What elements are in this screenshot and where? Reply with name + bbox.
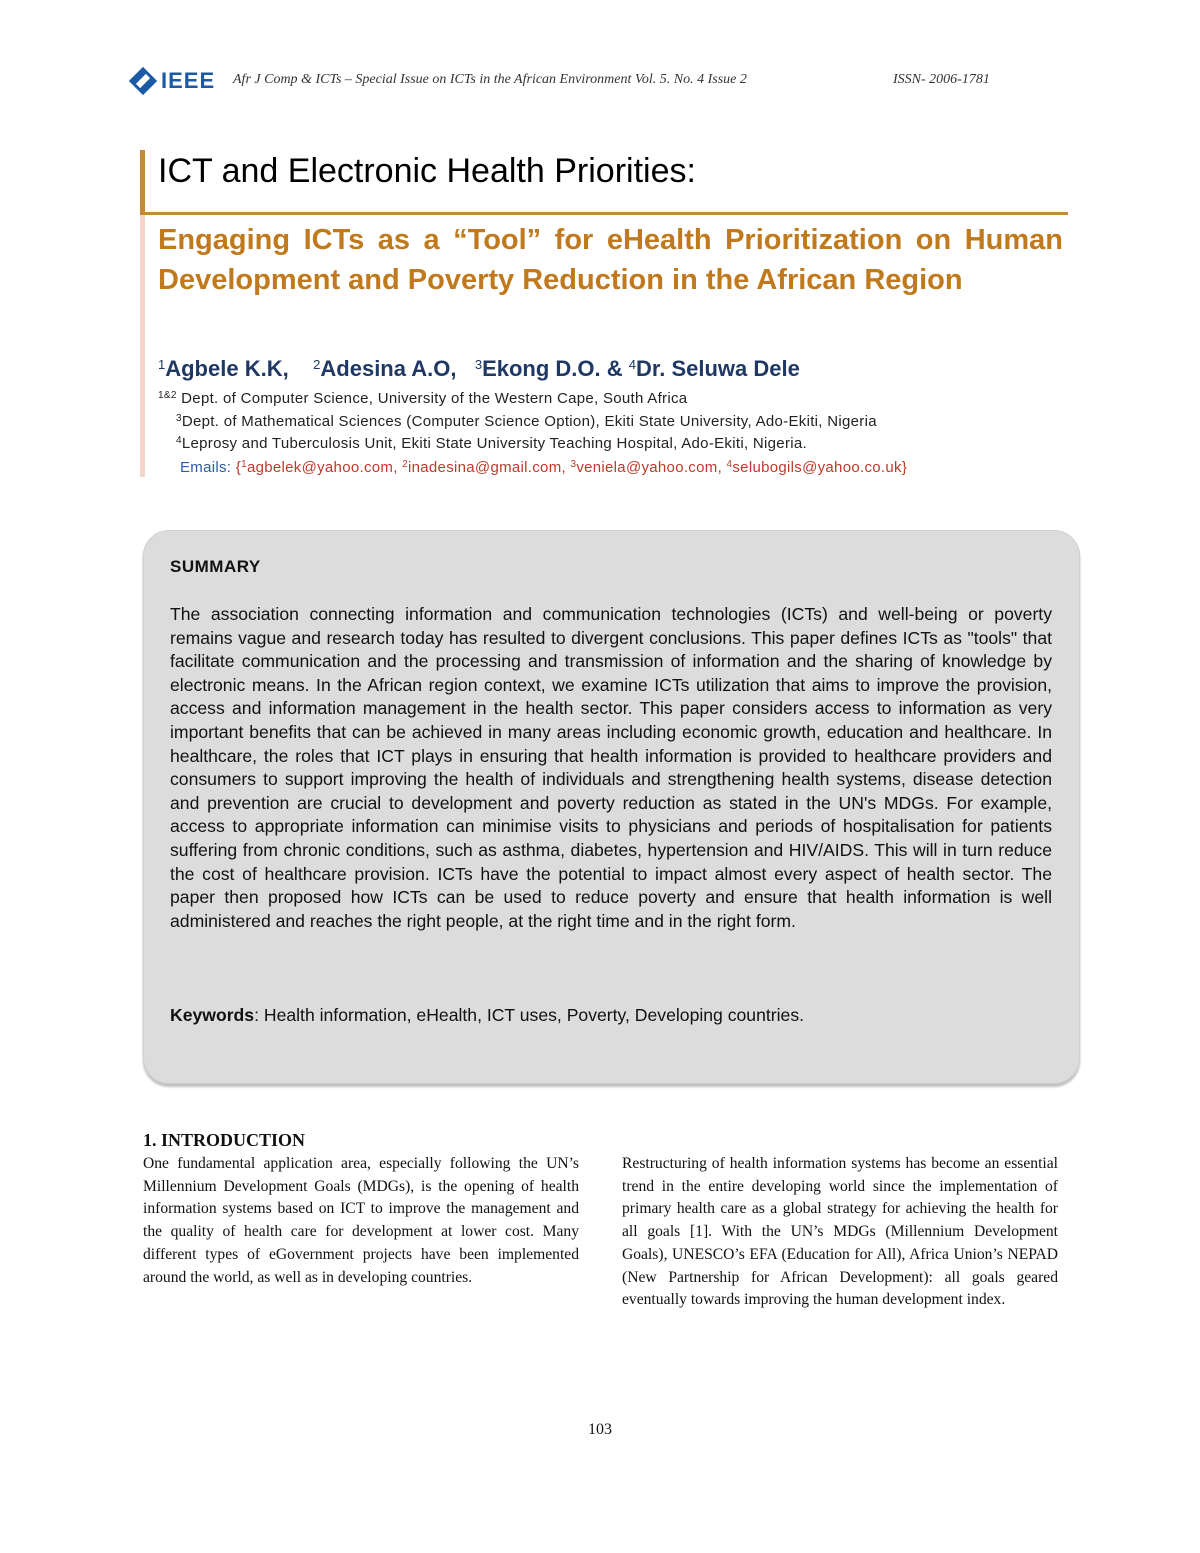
email-separator: ,	[393, 459, 403, 476]
journal-name: Afr J Comp & ICTs – Special Issue on ICTs in the African Environment Vol. 5. No. 4 Issue 2	[233, 72, 747, 87]
intro-left-column: One fundamental application area, especially following the UN’s Millennium Development Goals (MDGs), is the opening of health information systems based on ICT to improve the management and the quality of health care for development at lower cost. Many different types of eGovernment projects have been implemented around the world, as well as in developing countries.	[143, 1155, 579, 1286]
affiliation-text: Dept. of Mathematical Sciences (Computer Science Option), Ekiti State University, Ado-Ekiti, Nigeria	[181, 413, 877, 430]
email-link[interactable]: inadesina@gmail.com	[408, 459, 562, 476]
author-list	[158, 356, 800, 382]
affiliation-superscript: 3	[176, 413, 182, 424]
ieee-logo	[133, 64, 215, 98]
email-superscript: 2	[402, 459, 408, 470]
author-superscript: 3	[474, 357, 483, 372]
affiliation-text: Dept. of Computer Science, University of the Western Cape, South Africa	[181, 390, 688, 407]
emails-brace: {	[235, 459, 242, 476]
issn: ISSN- 2006-1781	[893, 72, 990, 87]
left-accent-rule	[140, 215, 145, 477]
author-superscript: 1	[158, 357, 166, 372]
author-name: Dr. Seluwa Dele	[636, 356, 800, 381]
author-name: Agbele K.K,	[165, 356, 289, 381]
intro-right-column: Restructuring of health information systems has become an essential trend in the entire developing world since the implementation of primary health care as a global strategy for achieving the health for all goals [1]. With the UN’s MDGs (Millennium Development Goals), UNESCO’s EFA (Education for All), Africa Union’s NEPAD (New Partnership for African Development): all goals geared eventually towards improving the human development index.	[622, 1155, 1058, 1309]
affiliation	[176, 435, 807, 452]
page-number: 103	[588, 1421, 612, 1438]
section-heading-introduction: 1. INTRODUCTION	[143, 1130, 306, 1150]
keywords	[170, 1005, 804, 1026]
paper-title: ICT and Electronic Health Priorities:	[158, 152, 696, 190]
author-name: Adesina A.O,	[320, 356, 457, 381]
ieee-diamond-icon	[129, 67, 157, 95]
title-accent-bar	[140, 150, 145, 212]
email-link[interactable]: veniela@yahoo.com	[576, 459, 718, 476]
email-separator: ,	[717, 459, 727, 476]
affiliation-superscript: 1&2	[158, 390, 177, 401]
author-name: Ekong D.O. &	[482, 356, 623, 381]
ieee-logo-text: IEEE	[161, 68, 216, 93]
email-link[interactable]: selubogils@yahoo.co.uk	[732, 459, 902, 476]
paper-subtitle: Engaging ICTs as a “Tool” for eHealth Prioritization on Human Development and Poverty Reduction in the African Region	[158, 224, 1063, 296]
email-superscript: 4	[726, 459, 733, 470]
email-list	[180, 459, 907, 476]
affiliation	[176, 413, 877, 430]
affiliation-text: Leprosy and Tuberculosis Unit, Ekiti State University Teaching Hospital, Ado-Ekiti, Nigeria.	[181, 435, 807, 452]
email-superscript: 3	[570, 459, 577, 470]
summary-heading: SUMMARY	[170, 557, 261, 576]
running-header	[133, 64, 1013, 98]
title-divider	[140, 212, 1068, 215]
affiliation-superscript: 4	[176, 435, 182, 446]
emails-label: Emails:	[180, 459, 232, 476]
author-superscript: 4	[628, 357, 636, 372]
summary-text: The association connecting information and communication technologies (ICTs) and well-being or poverty remains vague and research today has resulted to divergent conclusions. This paper defines ICTs as "tools" that facilitate communication and the processing and transmission of information and the sharing of knowledge by electronic means. In the African region context, we examine ICTs utilization that aims to improve the provision, access and information management in the health sector. This paper considers access to information as very important benefits that can be achieved in many areas including economic growth, education and healthcare. In healthcare, the roles that ICT plays in ensuring that health information is provided to healthcare providers and consumers to support improving the health of individuals and strengthening health systems, disease detection and prevention are crucial to development and poverty reduction as stated in the UN's MDGs. For example, access to appropriate information can minimise visits to physicians and periods of hospitalisation for patients suffering from chronic conditions, such as asthma, diabetes, hypertension and HIV/AIDS. This will in turn reduce the cost of healthcare provision. ICTs have the potential to impact almost every aspect of health sector. The paper then proposed how ICTs can be used to reduce poverty and ensure that health information is well administered and reaches the right people, at the right time and in the right form.	[170, 604, 1052, 931]
email-separator: ,	[561, 459, 571, 476]
affiliation	[158, 390, 687, 407]
email-superscript: 1	[241, 459, 247, 470]
email-link[interactable]: agbelek@yahoo.com	[246, 459, 394, 476]
keywords-text: : Health information, eHealth, ICT uses, Poverty, Developing countries.	[254, 1005, 805, 1025]
author-superscript: 2	[313, 357, 321, 372]
keywords-label: Keywords	[170, 1005, 255, 1025]
email-separator: }	[901, 459, 908, 476]
